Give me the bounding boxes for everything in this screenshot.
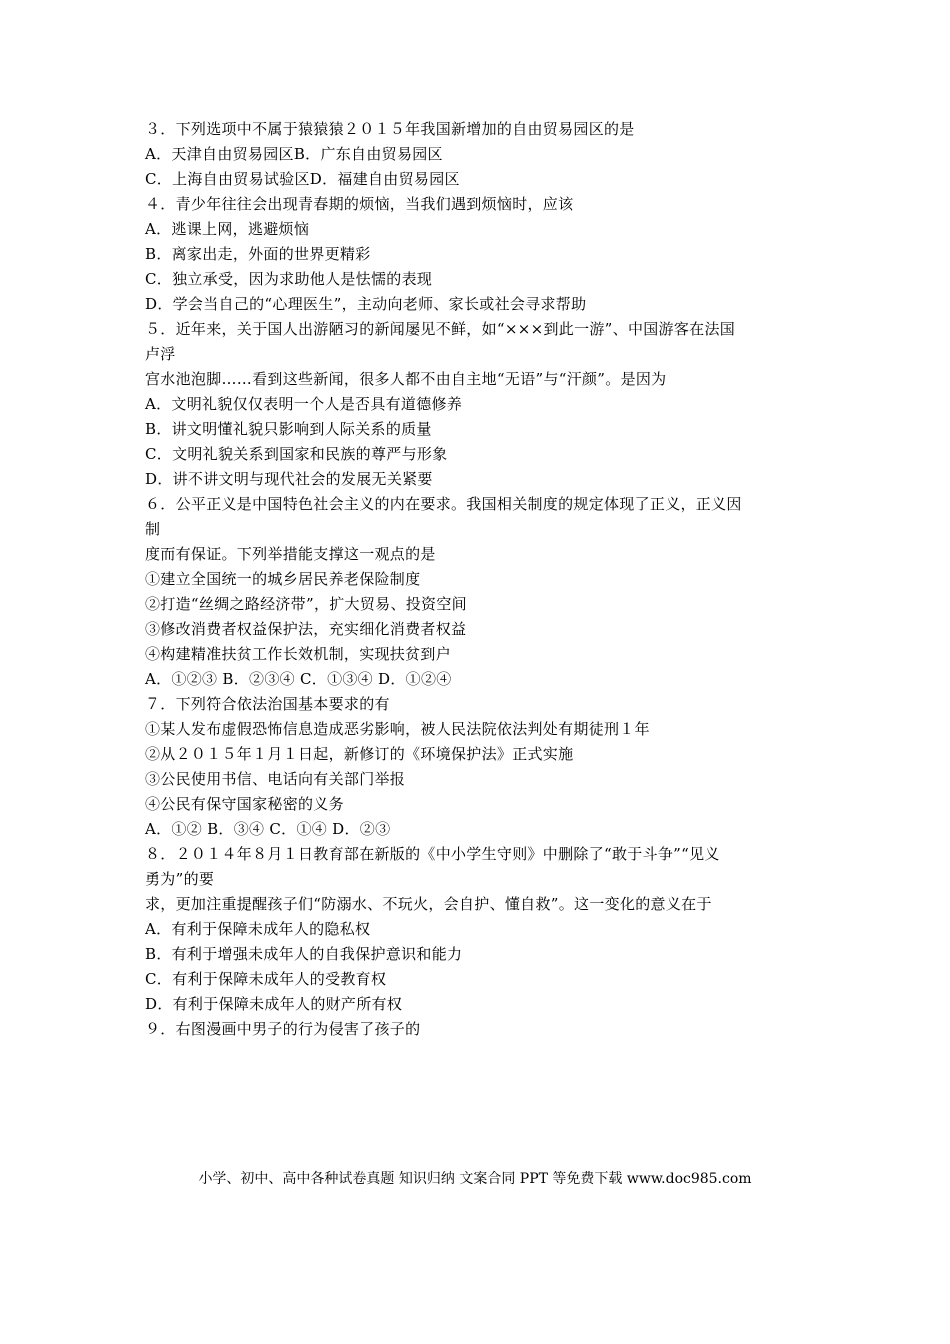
text-line: C．文明礼貌关系到国家和民族的尊严与形象 bbox=[145, 445, 448, 463]
text-line: A．①②③ B．②③④ C．①③④ D．①②④ bbox=[145, 670, 452, 688]
page-footer: 小学、初中、高中各种试卷真题 知识归纳 文案合同 PPT 等免费下载 www.doc985.com bbox=[198, 1171, 752, 1187]
text-line: C．独立承受，因为求助他人是怯懦的表现 bbox=[145, 270, 433, 288]
text-line: ６．公平正义是中国特色社会主义的内在要求。我国相关制度的规定体现了正义，正义因 bbox=[145, 495, 742, 513]
text-line: ５．近年来，关于国人出游陋习的新闻屡见不鲜，如“×××到此一游”、中国游客在法国 bbox=[145, 320, 736, 338]
text-line: D．学会当自己的“心理医生”，主动向老师、家长或社会寻求帮助 bbox=[145, 295, 587, 313]
text-line: C．有利于保障未成年人的受教育权 bbox=[145, 970, 387, 988]
text-line: 宫水池泡脚……看到这些新闻，很多人都不由自主地“无语”与“汗颜”。是因为 bbox=[145, 370, 667, 388]
text-line: D．讲不讲文明与现代社会的发展无关紧要 bbox=[145, 470, 433, 488]
text-line: 度而有保证。下列举措能支撑这一观点的是 bbox=[145, 545, 436, 563]
text-line: ②从２０１５年１月１日起，新修订的《环境保护法》正式实施 bbox=[145, 745, 574, 763]
text-line: ８．２０１４年８月１日教育部在新版的《中小学生守则》中删除了“敢于斗争”“见义 bbox=[145, 845, 720, 863]
text-line: ９．右图漫画中男子的行为侵害了孩子的 bbox=[145, 1020, 421, 1038]
text-line: D．有利于保障未成年人的财产所有权 bbox=[145, 995, 403, 1013]
text-line: ①建立全国统一的城乡居民养老保险制度 bbox=[145, 570, 421, 588]
text-line: ③公民使用书信、电话向有关部门举报 bbox=[145, 770, 406, 788]
text-line: B．离家出走，外面的世界更精彩 bbox=[145, 245, 371, 263]
text-line: ３．下列选项中不属于猿猿猿２０１５年我国新增加的自由贸易园区的是 bbox=[145, 120, 635, 138]
text-line: A．天津自由贸易园区B．广东自由贸易园区 bbox=[145, 145, 443, 163]
text-line: B．讲文明懂礼貌只影响到人际关系的质量 bbox=[145, 420, 432, 438]
text-line: ④构建精准扶贫工作长效机制，实现扶贫到户 bbox=[145, 645, 452, 663]
text-line: ②打造“丝绸之路经济带”，扩大贸易、投资空间 bbox=[145, 595, 467, 613]
text-line: A．有利于保障未成年人的隐私权 bbox=[145, 920, 371, 938]
text-line: A．①② B．③④ C．①④ D．②③ bbox=[145, 820, 391, 838]
text-line: ③修改消费者权益保护法，充实细化消费者权益 bbox=[145, 620, 467, 638]
text-line: ①某人发布虚假恐怖信息造成恶劣影响，被人民法院依法判处有期徒刑１年 bbox=[145, 720, 650, 738]
text-line: 卢浮 bbox=[145, 345, 176, 363]
text-line: 制 bbox=[145, 520, 161, 538]
text-line: A．文明礼貌仅仅表明一个人是否具有道德修养 bbox=[145, 395, 463, 413]
text-line: ④公民有保守国家秘密的义务 bbox=[145, 795, 344, 813]
text-line: 勇为”的要 bbox=[145, 870, 215, 888]
text-line: B．有利于增强未成年人的自我保护意识和能力 bbox=[145, 945, 463, 963]
text-line: 求，更加注重提醒孩子们“防溺水、不玩火，会自护、懂自救”。这一变化的意义在于 bbox=[145, 895, 712, 913]
text-line: C．上海自由贸易试验区D．福建自由贸易园区 bbox=[145, 170, 460, 188]
document-body bbox=[145, 117, 825, 1042]
text-line: A．逃课上网，逃避烦恼 bbox=[145, 220, 310, 238]
text-line: ７．下列符合依法治国基本要求的有 bbox=[145, 695, 390, 713]
text-line: ４．青少年往往会出现青春期的烦恼，当我们遇到烦恼时，应该 bbox=[145, 195, 574, 213]
